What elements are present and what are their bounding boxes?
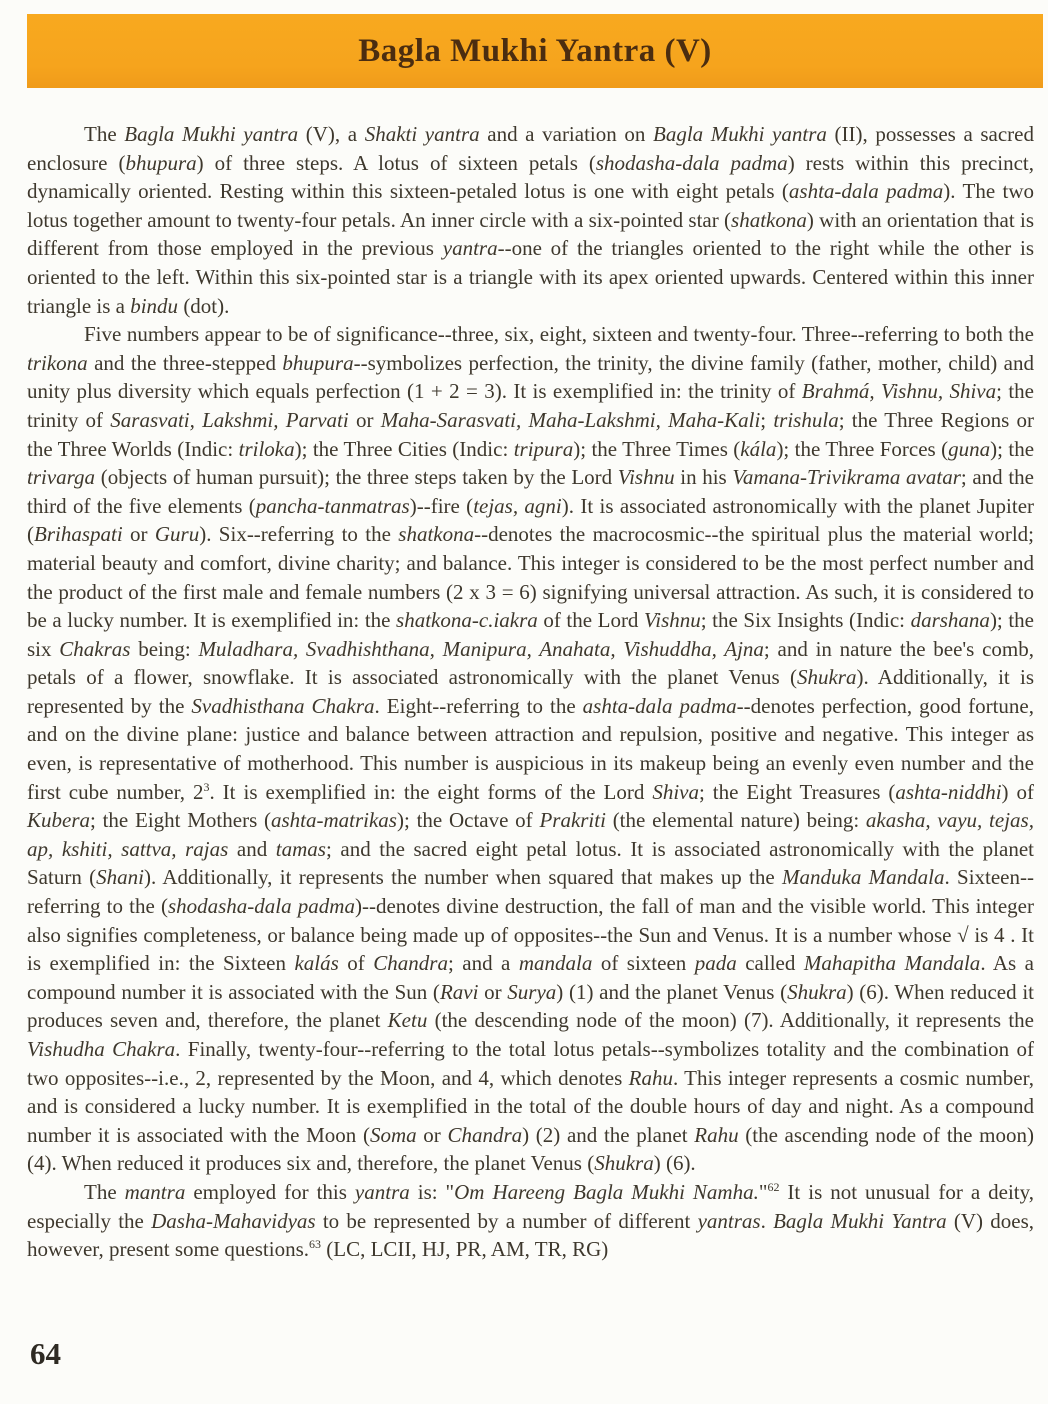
page-title: Bagla Mukhi Yantra (V) bbox=[358, 32, 712, 69]
title-banner bbox=[27, 14, 1043, 88]
page-number: 64 bbox=[30, 1336, 61, 1371]
paragraph: The mantra employed for this yantra is: "Om Hareeng Bagla Mukhi Namha."$^{62}$ It is not unusual for a deity, especially the Dasha-Mahavidyas to be represented by a number of different yantras. Bagla Mukhi Yantra (V) does, however, present some questions.$^{63}$ (LC, LCII, HJ, PR, AM, TR, RG) bbox=[27, 1179, 1035, 1262]
paragraph: Five numbers appear to be of significance--three, six, eight, sixteen and twenty-four. Three--referring to both the trikona and the three-stepped bhupura--symbolizes perfection, the trinity, the divine family (father, mother, child) and unity plus diversity which equals perfection (1 + 2 = 3). It is exemplified in: the trinity of Brahmá, Vishnu, Shiva; the trinity of Sarasvati, Lakshmi, Parvati or Maha-Sarasvati, Maha-Lakshmi, Maha-Kali; trishula; the Three Regions or the Three Worlds (Indic: triloka); the Three Cities (Indic: tripura); the Three Times (kála); the Three Forces (guna); the trivarga (objects of human pursuit); the three steps taken by the Lord Vishnu in his Vamana-Trivikrama avatar; and the third of the five elements (pancha-tanmatras)--fire (tejas, agni). It is associated astronomically with the planet Jupiter (Brihaspati or Guru). Six--referring to the shatkona--denotes the macrocosmic--the spiritual plus the material world; material beauty and comfort, divine charity; and balance. This integer is considered to be the most perfect number and the product of the first male and female numbers (2 x 3 = 6) signifying universal attraction. As such, it is considered to be a lucky number. It is exemplified in: the shatkona-c.iakra of the Lord Vishnu; the Six Insights (Indic: darshana); the six Chakras being: Muladhara, Svadhishthana, Manipura, Anahata, Vishuddha, Ajna; and in nature the bee's comb, petals of a flower, snowflake. It is associated astronomically with the planet Venus (Shukra). Additionally, it is represented by the Svadhisthana Chakra. Eight--referring to the ashta-dala padma--denotes perfection, good fortune, and on the divine plane: justice and balance between attraction and repulsion, positive and negative. This integer as even, is representative of motherhood. This number is auspicious in its makeup being an evenly even number and the first cube number, $2^3$. It is exemplified in: the eight forms of the Lord Shiva; the Eight Treasures (ashta-niddhi) of Kubera; the Eight Mothers (ashta-matrikas); the Octave of Prakriti (the elemental nature) being: akasha, vayu, tejas, ap, kshiti, sattva, rajas and tamas; and the sacred eight petal lotus. It is associated astronomically with the planet Saturn (Shani). Additionally, it represents the number when squared that makes up the Manduka Mandala. Sixteen--referring to the (shodasha-dala padma)--denotes divine destruction, the fall of man and the visible world. This integer also signifies completeness, or balance being made up of opposites--the Sun and Venus. It is a number whose √ is 4 . It is exemplified in: the Sixteen kalás of Chandra; and a mandala of sixteen pada called Mahapitha Mandala. As a compound number it is associated with the Sun (Ravi or Surya) (1) and the planet Venus (Shukra) (6). When reduced it produces seven and, therefore, the planet Ketu (the descending node of the moon) (7). Additionally, it represents the Vishudha Chakra. Finally, twenty-four--referring to the total lotus petals--symbolizes totality and the combination of two opposites--i.e., 2, represented by the Moon, and 4, which denotes Rahu. This integer represents a cosmic number, and is considered a lucky number. It is exemplified in the total of the double hours of day and night. As a compound number it is associated with the Moon (Soma or Chandra) (2) and the planet Rahu (the ascending node of the moon) (4). When reduced it produces six and, therefore, the planet Venus (Shukra) (6). bbox=[27, 322, 1035, 1176]
body-text bbox=[27, 120, 1034, 1264]
paragraph: The Bagla Mukhi yantra (V), a Shakti yantra and a variation on Bagla Mukhi yantra (II), possesses a sacred enclosure (bhupura) of three steps. A lotus of sixteen petals (shodasha-dala padma) rests within this precinct, dynamically oriented. Resting within this sixteen-petaled lotus is one with eight petals (ashta-dala padma). The two lotus together amount to twenty-four petals. An inner circle with a six-pointed star (shatkona) with an orientation that is different from those employed in the previous yantra--one of the triangles oriented to the right while the other is oriented to the left. Within this six-pointed star is a triangle with its apex oriented upwards. Centered within this inner triangle is a bindu (dot). bbox=[27, 122, 1035, 318]
